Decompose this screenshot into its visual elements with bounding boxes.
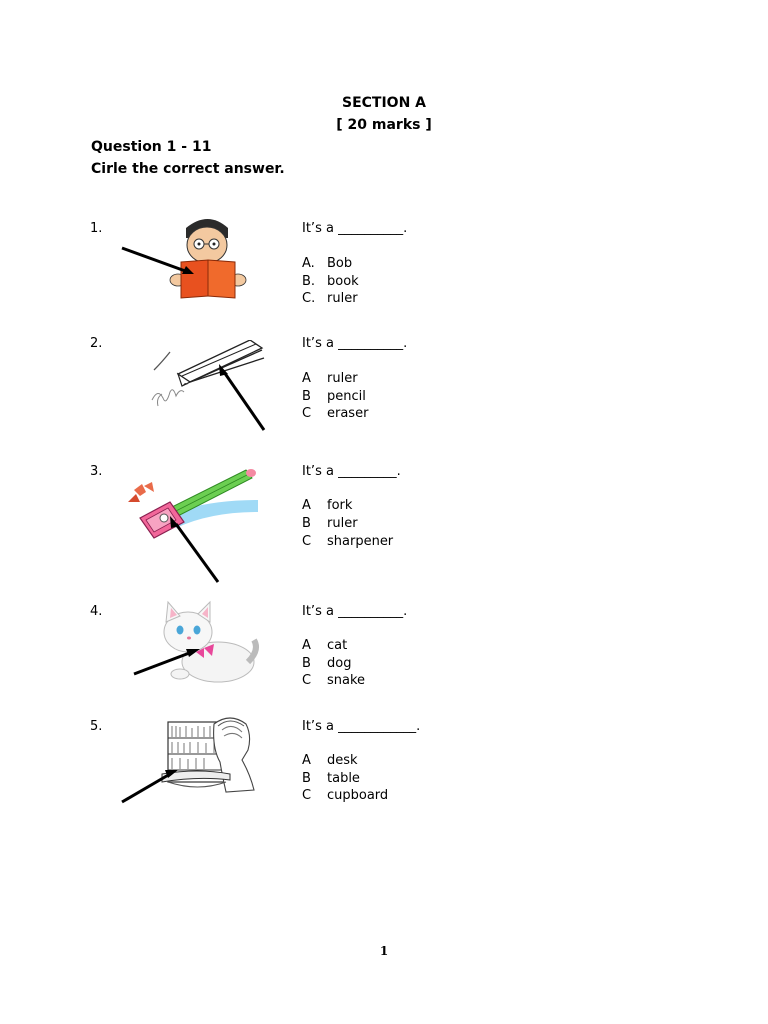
white-cat-image [118,600,263,690]
option-a[interactable] [302,498,352,516]
option-letter: B [302,771,311,786]
question-number: 2. [90,336,103,351]
option-text: table [327,771,360,786]
boy-reading-book-image [118,210,258,310]
option-letter: B. [302,274,316,289]
question-prompt: It’s a __________. [302,604,408,619]
option-text: ruler [327,291,358,306]
option-b[interactable] [302,771,360,789]
option-letter: A [302,371,311,386]
pencil-writing-image [118,340,268,435]
section-title: SECTION A [341,95,426,111]
option-text: ruler [327,516,358,531]
option-text: fork [327,498,353,513]
option-b[interactable] [302,274,359,292]
option-letter: C. [302,291,316,306]
option-letter: C [302,406,312,421]
option-a[interactable] [302,256,352,274]
option-letter: A [302,638,311,653]
question-prompt: It’s a _________. [302,464,401,479]
question-prompt: It’s a __________. [302,336,408,351]
option-a[interactable] [302,638,347,656]
option-text: ruler [327,371,358,386]
child-at-desk-image [118,712,263,807]
option-text: eraser [327,406,369,421]
option-text: Bob [327,256,353,271]
option-letter: A. [302,256,315,271]
option-b[interactable] [302,516,358,534]
option-letter: A [302,498,311,513]
pencil-sharpener-image [118,462,263,587]
option-letter: C [302,673,312,688]
page-number: 1 [379,944,389,958]
option-c[interactable] [302,788,388,806]
question-number: 5. [90,719,103,734]
option-c[interactable] [302,673,365,691]
option-letter: B [302,389,311,404]
option-letter: C [302,788,312,803]
option-text: book [327,274,359,289]
question-range: Question 1 - 11 [91,139,212,155]
option-b[interactable] [302,389,366,407]
option-letter: B [302,516,311,531]
option-a[interactable] [302,753,358,771]
option-letter: C [302,534,312,549]
option-a[interactable] [302,371,358,389]
option-c[interactable] [302,534,393,552]
option-c[interactable] [302,406,368,424]
option-b[interactable] [302,656,351,674]
option-text: cupboard [327,788,389,803]
question-prompt: It’s a __________. [302,221,408,236]
question-number: 1. [90,221,103,236]
section-marks: [ 20 marks ] [336,117,432,133]
option-text: dog [327,656,352,671]
option-letter: A [302,753,311,768]
question-number: 3. [90,464,103,479]
question-prompt: It’s a ____________. [302,719,421,734]
option-text: cat [327,638,348,653]
option-c[interactable] [302,291,358,309]
option-text: pencil [327,389,366,404]
option-text: sharpener [327,534,394,549]
option-text: snake [327,673,366,688]
question-number: 4. [90,604,103,619]
instruction-text: Cirle the correct answer. [91,161,285,177]
option-letter: B [302,656,311,671]
option-text: desk [327,753,358,768]
